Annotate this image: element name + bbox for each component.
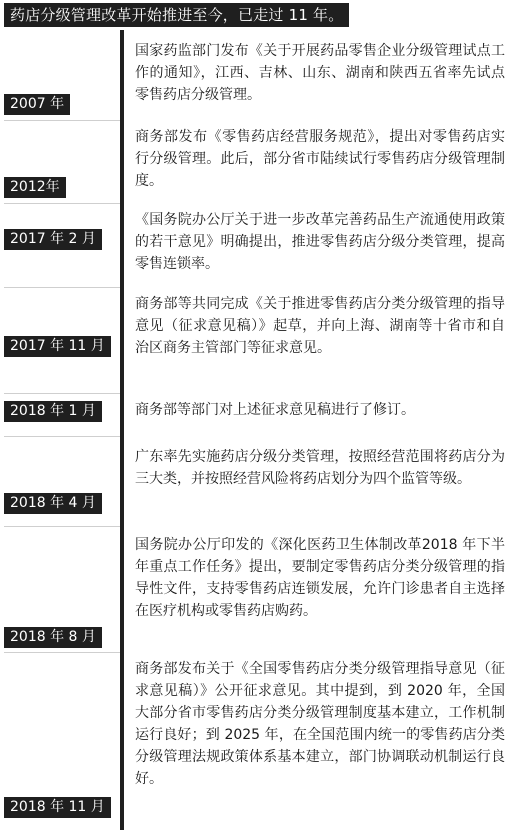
entry-divider (4, 120, 120, 121)
entry-date: 2007 年 (4, 94, 70, 115)
entry-text: 商务部发布《零售药店经营服务规范》，提出对零售药店实行分级管理。此后，部分省市陆续试行零售药店分级管理制度。 (135, 129, 505, 189)
entry-text: 商务部发布关于《全国零售药店分类分级管理指导意见（征求意见稿）》公开征求意见。其中提到，到 2020 年，全国大部分省市零售药店分类分级管理制度基本建立，工作机制运行良好；到 2025 年，在全国范围内统一的零售药店分类分级管理法规政策体系基本建立，部门协调联动机制运行良好。 (135, 661, 505, 787)
entry-divider (4, 393, 120, 394)
entry-text: 商务部等部门对上述征求意见稿进行了修订。 (135, 402, 415, 418)
entry-date: 2018 年 4 月 (4, 493, 102, 514)
entry-divider (4, 203, 120, 204)
entry-text: 国务院办公厅印发的《深化医药卫生体制改革2018 年下半年重点工作任务》提出，要制定零售药店分类分级管理的指导性文件，支持零售药店连锁发展，允许门诊患者自主选择在医疗机构或零售药店购药。 (135, 537, 505, 619)
entry-date: 2017 年 11 月 (4, 336, 111, 357)
entry-text: 广东率先实施药店分级分类管理，按照经营范围将药店分为三大类，并按照经营风险将药店划分为四个监管等级。 (135, 449, 505, 487)
entry-divider (4, 652, 120, 653)
entry-divider (4, 436, 120, 437)
entry-date: 2018 年 8 月 (4, 627, 102, 648)
entry-divider (4, 287, 120, 288)
entry-date: 2012年 (4, 177, 66, 198)
entry-date: 2017 年 2 月 (4, 229, 102, 250)
timeline-title: 药店分级管理改革开始推进至今，已走过 11 年。 (4, 3, 349, 27)
entry-text: 商务部等共同完成《关于推进零售药店分类分级管理的指导意见（征求意见稿）》起草，并向上海、湖南等十省市和自治区商务主管部门等征求意见。 (135, 296, 505, 356)
entry-divider (4, 526, 120, 527)
entry-date: 2018 年 11 月 (4, 797, 111, 818)
entry-text: 国家药监部门发布《关于开展药品零售企业分级管理试点工作的通知》，江西、吉林、山东、湖南和陕西五省率先试点零售药店分级管理。 (135, 43, 505, 103)
timeline-vertical-line (120, 30, 124, 830)
entry-text: 《国务院办公厅关于进一步改革完善药品生产流通使用政策的若干意见》明确提出，推进零售药店分级分类管理，提高零售连锁率。 (135, 212, 505, 272)
entry-date: 2018 年 1 月 (4, 401, 102, 422)
